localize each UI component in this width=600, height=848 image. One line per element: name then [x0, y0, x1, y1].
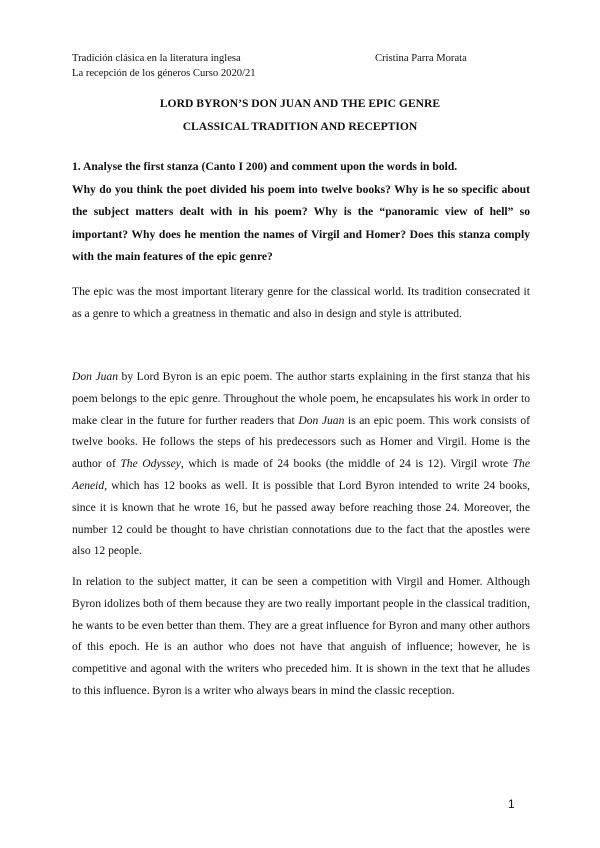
italic-title-don-juan: Don Juan — [72, 370, 119, 383]
paragraph-2-text-2: is an epic poem. This work consists of twelve books. He follows the steps of his predecessors such as Homer and Virgil. Home is the author of — [72, 413, 531, 471]
question-subquestions: Why do you think the poet divided his poem into twelve books? Why is he so specific about the subject matters dealt with in his poem? Why is the “panoramic view of hell” so important? Why does he mention the names of Virgil and Homer? Does this stanza comply with the main features of the epic genre? — [72, 182, 530, 263]
paragraph-2-text-3: , which is made of 24 books (the middle of 24 is 12). Virgil wrote — [180, 457, 513, 471]
title-line-2: CLASSICAL TRADITION AND RECEPTION — [182, 120, 418, 133]
paragraph-2 — [72, 366, 530, 562]
paragraph-1: The epic was the most important literary genre for the classical world. Its tradition consecrated it as a genre to which a greatness in thematic and also in design and style is attributed. — [72, 285, 530, 320]
italic-title-aeneid: The Aeneid — [72, 457, 530, 492]
paragraph-2-text-4: , which has 12 books as well. It is possible that Lord Byron intended to write 24 books, since it is known that he wrote 16, but he passed away before reaching those 24. Moreover, the number 12 could be thought to have christian connotations due to the fact that the apostles were also 12 people. — [72, 478, 530, 558]
course-subtitle: La recepción de los géneros Curso 2020/21 — [72, 68, 256, 79]
course-title: Tradición clásica en la literatura inglesa — [72, 53, 241, 64]
page-number: 1 — [508, 797, 515, 811]
document-title — [0, 92, 600, 138]
italic-title-odyssey: The Odyssey — [120, 457, 181, 471]
paragraph-3: In relation to the subject matter, it can be seen a competition with Virgil and Homer. Although Byron idolizes both of them because they are two really important people in the classical tradition, he wants to be even better than them. They are a great influence for Byron and many other authors of this epoch. He is an author who does not have that anguish of influence; however, he is competitive and agonal with the writers who preceded him. It is shown in the text that he alludes to this influence. Byron is a writer who always bears in mind the classic reception. — [72, 575, 530, 697]
page-header-left — [72, 51, 256, 81]
italic-title-don-juan: Don Juan — [298, 413, 345, 427]
paragraph-2-text-1: by Lord Byron is an epic poem. The author starts explaining in the first stanza that his poem belongs to the epic genre. Throughout the whole poem, he encapsulates his work in order to make clear in the future for further readers that — [72, 370, 530, 427]
question-prompt: 1. Analyse the first stanza (Canto I 200) and comment upon the words in bold. — [72, 160, 458, 173]
author-name: Cristina Parra Morata — [375, 53, 467, 64]
question-block — [72, 156, 530, 269]
title-line-1: LORD BYRON’S DON JUAN AND THE EPIC GENRE — [159, 97, 441, 110]
